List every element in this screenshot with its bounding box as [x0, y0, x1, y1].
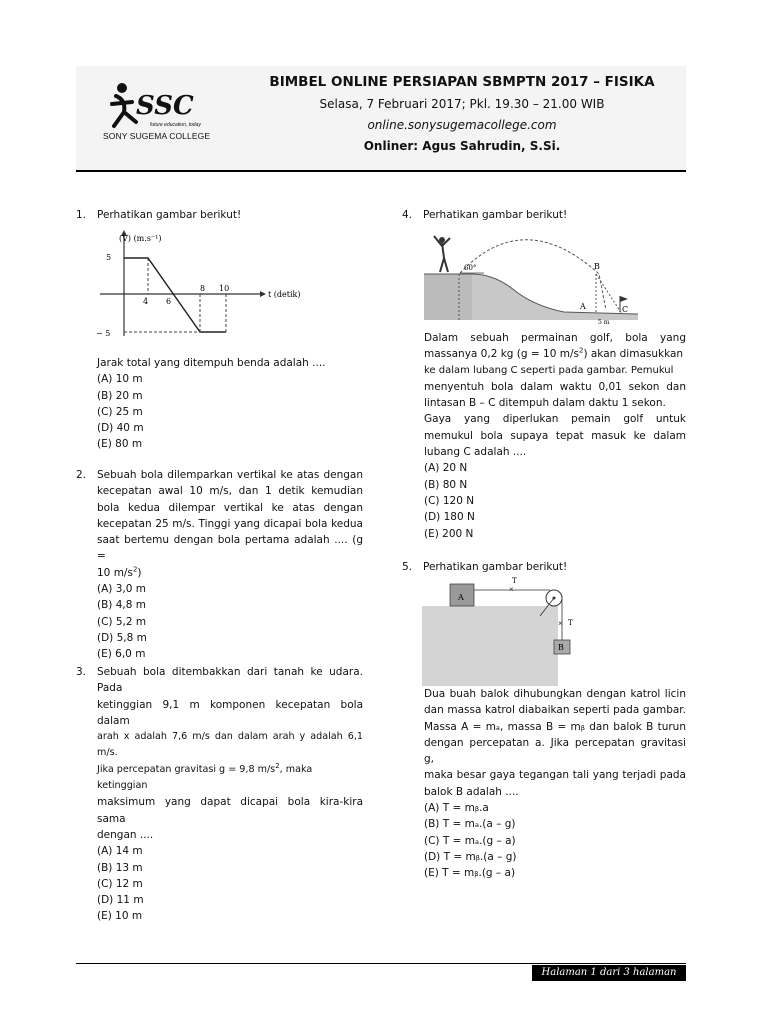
- q5-tension-2: T: [568, 619, 573, 627]
- q3-line-1: Sebuah bola ditembakkan dari tanah ke udara. Pada: [97, 666, 363, 695]
- q4-line-7: memukul bola supaya tepat masuk ke dalam: [424, 429, 686, 442]
- q2-line-5: saat bertemu dengan bola pertama adalah .... (g =: [97, 534, 363, 563]
- q1-intro: Perhatikan gambar berikut!: [97, 209, 242, 221]
- q1-option-c: (C) 25 m: [97, 405, 143, 418]
- q4-distance: 5 m: [598, 319, 610, 326]
- q5-tension-1: T: [512, 577, 517, 585]
- q1-y5: 5: [106, 253, 112, 262]
- q1-ylabel: (V) (m.s⁻¹): [119, 234, 162, 243]
- q3-line-3: arah x adalah 7,6 m/s dan dalam arah y adalah 6,1 m/s.: [97, 731, 363, 759]
- header-website: online.sonysugemacollege.com: [367, 118, 557, 132]
- q3-line-6: dengan ....: [97, 828, 154, 841]
- q1-option-d: (D) 40 m: [97, 422, 144, 435]
- q5-line-6: balok B adalah ....: [424, 785, 519, 798]
- q3-option-b: (B) 13 m: [97, 861, 143, 874]
- q3-options: [97, 843, 363, 924]
- q1-x4: 4: [143, 297, 149, 306]
- q4-options: [424, 460, 686, 541]
- q3-line-5: maksimum yang dapat dicapai bola kira-kira sama: [97, 796, 363, 825]
- q3-option-d: (D) 11 m: [97, 894, 144, 907]
- q3-option-e: (E) 10 m: [97, 910, 143, 923]
- q4-line-5: lintasan B – C ditempuh dalam daktu 1 sekon.: [424, 397, 666, 410]
- q4-line-3: ke dalam lubang C seperti pada gambar. Pemukul: [424, 364, 674, 376]
- logo-name: SONY SUGEMA COLLEGE: [103, 131, 211, 141]
- q4-option-c: (C) 120 N: [424, 494, 475, 507]
- q1-option-a: (A) 10 m: [97, 373, 143, 386]
- q2-options: [97, 581, 363, 662]
- q5-line-4: dengan percepatan a. Jika percepatan gravitasi g,: [424, 736, 686, 766]
- q4-label-c: C: [622, 305, 629, 314]
- q3-number: 3.: [76, 666, 87, 678]
- q2-line-3: bola kedua dilempar vertikal ke atas dengan: [97, 501, 363, 514]
- q5-line-1: Dua buah balok dihubungkan dengan katrol licin: [424, 688, 686, 700]
- header-title: BIMBEL ONLINE PERSIAPAN SBMPTN 2017 – FISIKA: [269, 74, 655, 90]
- q4-option-d: (D) 180 N: [424, 511, 475, 524]
- q5-option-a: (A) T = mᵦ.a: [424, 802, 489, 815]
- page-indicator: Halaman 1 dari 3 halaman: [532, 965, 686, 981]
- q5-line-3: Massa A = mₐ, massa B = mᵦ dan balok B turun: [424, 720, 686, 733]
- q5-option-e: (E) T = mᵦ.(g – a): [424, 867, 516, 880]
- q3-option-a: (A) 14 m: [97, 845, 143, 858]
- q4-option-a: (A) 20 N: [424, 462, 468, 475]
- q2-number: 2.: [76, 469, 87, 481]
- footer-divider: [76, 963, 686, 964]
- q5-option-d: (D) T = mᵦ.(a – g): [424, 850, 517, 863]
- logo-tagline: future education, today: [150, 122, 201, 128]
- q4-option-b: (B) 80 N: [424, 478, 468, 491]
- q1-number: 1.: [76, 209, 87, 221]
- q4-number: 4.: [402, 209, 413, 221]
- q4-intro: Perhatikan gambar berikut!: [423, 209, 568, 221]
- q4-angle: 60°: [464, 264, 477, 272]
- q4-line-6: Gaya yang diperlukan pemain golf untuk: [424, 413, 686, 426]
- q1-x10: 10: [219, 284, 230, 293]
- q1-x8: 8: [200, 284, 206, 293]
- q5-options: [424, 800, 686, 881]
- q2-option-d: (D) 5,8 m: [97, 631, 147, 644]
- q2-line-1: Sebuah bola dilemparkan vertikal ke atas dengan: [97, 469, 363, 481]
- q4-line-1: Dalam sebuah permainan golf, bola yang: [424, 332, 686, 344]
- q5-pulley-figure: [422, 576, 592, 686]
- q1-option-e: (E) 80 m: [97, 438, 143, 451]
- q1-option-b: (B) 20 m: [97, 389, 143, 402]
- q2-option-b: (B) 4,8 m: [97, 599, 146, 612]
- q5-body: [424, 686, 686, 882]
- q2-option-e: (E) 6,0 m: [97, 648, 146, 661]
- q5-number: 5.: [402, 561, 413, 573]
- q1-body: [97, 355, 367, 453]
- q5-block-b-label: B: [558, 643, 564, 652]
- q4-golf-figure: [424, 226, 638, 326]
- q3-option-c: (C) 12 m: [97, 877, 143, 890]
- q1-question: Jarak total yang ditempuh benda adalah ....: [97, 357, 326, 369]
- q4-option-e: (E) 200 N: [424, 527, 474, 540]
- q2-line-4: kecepatan 25 m/s. Tinggi yang dicapai bola kedua: [97, 517, 363, 530]
- q2-line-2: kecepatan awal 10 m/s, dan 1 detik kemudian: [97, 485, 363, 498]
- q3-line-4: Jika percepatan gravitasi g = 9,8 $m/s^2$, maka ketinggian: [97, 761, 313, 792]
- q4-label-a: A: [580, 302, 586, 311]
- q1-ym5: − 5: [96, 329, 111, 338]
- header-onliner: Onliner: Agus Sahrudin, S.Si.: [363, 139, 561, 153]
- q5-block-a-label: A: [458, 593, 464, 602]
- header-schedule: Selasa, 7 Februari 2017; Pkl. 19.30 – 21.00 WIB: [319, 97, 605, 111]
- q1-velocity-graph: [94, 228, 324, 340]
- logo-mark: SSC: [136, 91, 194, 121]
- q2-option-c: (C) 5,2 m: [97, 615, 147, 628]
- q4-line-4: menyentuh bola dalam waktu 0,01 sekon dan: [424, 380, 686, 393]
- q5-intro: Perhatikan gambar berikut!: [423, 561, 568, 573]
- q4-label-b: B: [594, 262, 600, 271]
- q5-option-b: (B) T = mₐ.(a – g): [424, 818, 516, 831]
- q5-line-5: maka besar gaya tegangan tali yang terjadi pada: [424, 769, 686, 782]
- q3-line-2: ketinggian 9,1 m komponen kecepatan bola dalam: [97, 698, 363, 727]
- q2-option-a: (A) 3,0 m: [97, 583, 146, 596]
- q4-line-2: massanya 0,2 kg (g = 10 $m/s^2$) akan dimasukkan: [424, 346, 684, 361]
- q4-body: [424, 330, 686, 542]
- q5-line-2: dan massa katrol diabaikan seperti pada gambar.: [424, 704, 686, 717]
- svg-text:×: ×: [558, 619, 563, 628]
- q2-line-6: 10 $m/s^2$): [97, 565, 142, 579]
- q1-x6: 6: [166, 297, 172, 306]
- svg-text:×: ×: [509, 585, 514, 594]
- flag-icon: [620, 296, 628, 302]
- q1-options: [97, 371, 367, 452]
- q5-option-c: (C) T = mₐ.(g – a): [424, 834, 516, 847]
- q4-line-8: lubang C adalah ....: [424, 446, 527, 459]
- q1-xlabel: t (detik): [268, 290, 301, 299]
